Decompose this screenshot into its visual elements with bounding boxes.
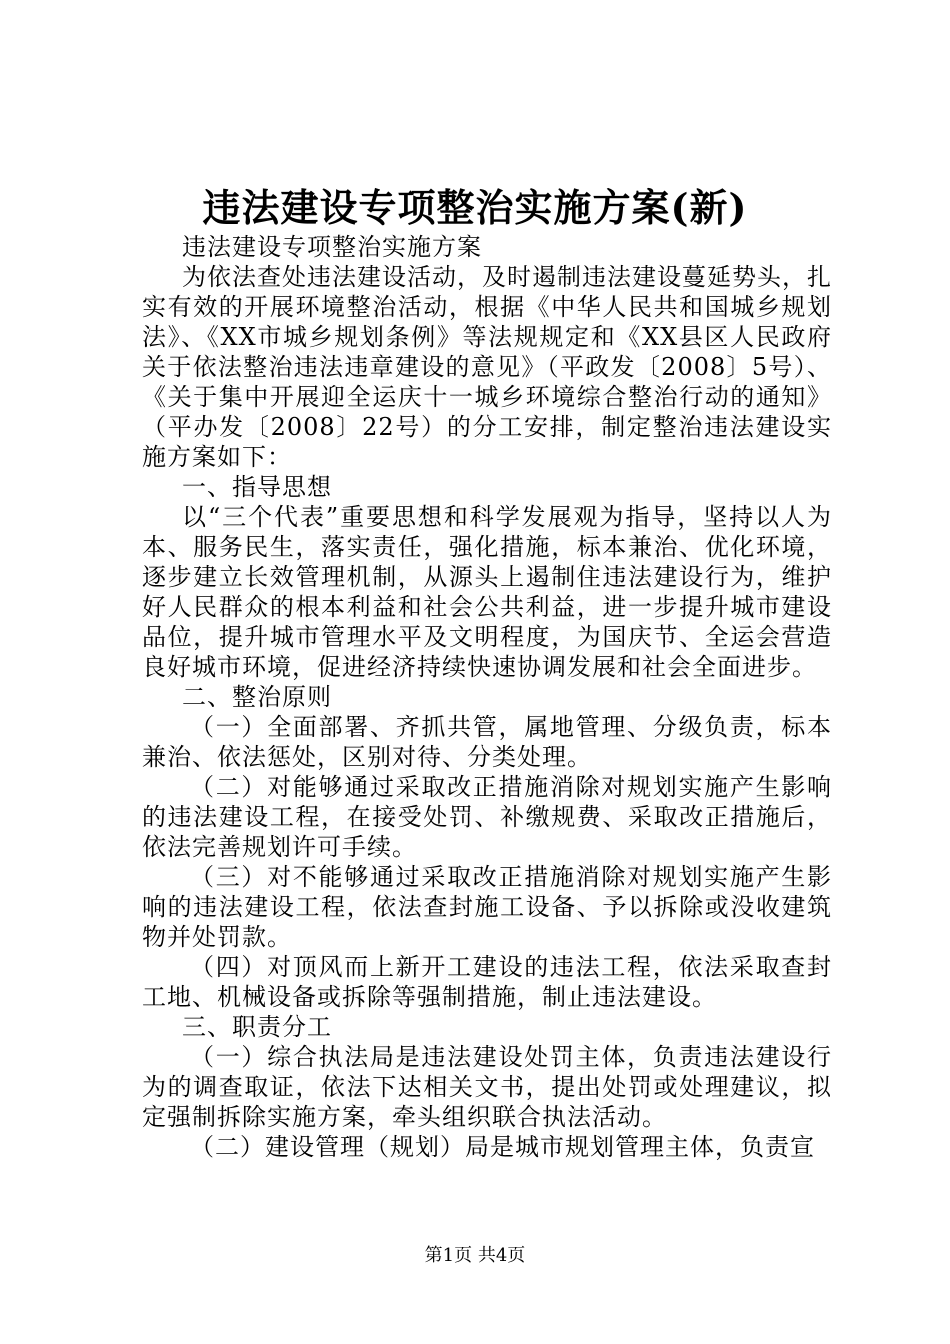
responsibility-item-2: （二）建设管理（规划）局是城市规划管理主体，负责宣 (190, 1133, 815, 1161)
document-body (142, 232, 832, 1162)
guiding-thought-paragraph: 以“三个代表”重要思想和科学发展观为指导，坚持以人为本、服务民生，落实责任，强化措施，标本兼治、优化环境，逐步建立长效管理机制，从源头上遏制住违法建设行为，维护好人民群众的根本利益和社会公共利益，进一步提升城市建设品位，提升城市管理水平及文明程度，为国庆节、全运会营造良好城市环境，促进经济持续快速协调发展和社会全面进步。 (142, 503, 832, 681)
principle-item-1: （一）全面部署、齐抓共管，属地管理、分级负责，标本兼治、依法惩处，区别对待、分类处理。 (142, 713, 832, 771)
intro-paragraph: 为依法查处违法建设活动，及时遏制违法建设蔓延势头，扎实有效的开展环境整治活动，根据《中华人民共和国城乡规划法》、《XX市城乡规划条例》等法规规定和《XX县区人民政府关于依法整治违法违章建设的意见》（平政发〔2008〕5号）、《关于集中开展迎全运庆十一城乡环境综合整治行动的通知》（平办发〔2008〕22号）的分工安排，制定整治违法建设实施方案如下： (142, 263, 832, 471)
principle-item-3: （三）对不能够通过采取改正措施消除对规划实施产生影响的违法建设工程，依法查封施工设备、予以拆除或没收建筑物并处罚款。 (142, 863, 832, 951)
section-heading-responsibilities: 三、职责分工 (182, 1013, 332, 1041)
section-heading-principles: 二、整治原则 (182, 683, 332, 711)
doc-subtitle: 违法建设专项整治实施方案 (182, 233, 482, 261)
principle-item-2: （二）对能够通过采取改正措施消除对规划实施产生影响的违法建设工程，在接受处罚、补缴规费、采取改正措施后，依法完善规划许可手续。 (142, 773, 832, 861)
document-title: 违法建设专项整治实施方案(新) (202, 185, 748, 230)
section-heading-guiding-thought: 一、指导思想 (182, 473, 332, 501)
page-number-footer: 第1页 共4页 (424, 1245, 526, 1266)
principle-item-4: （四）对顶风而上新开工建设的违法工程，依法采取查封工地、机械设备或拆除等强制措施，制止违法建设。 (142, 953, 832, 1011)
responsibility-item-1: （一）综合执法局是违法建设处罚主体，负责违法建设行为的调查取证，依法下达相关文书，提出处罚或处理建议，拟定强制拆除实施方案，牵头组织联合执法活动。 (142, 1043, 832, 1131)
